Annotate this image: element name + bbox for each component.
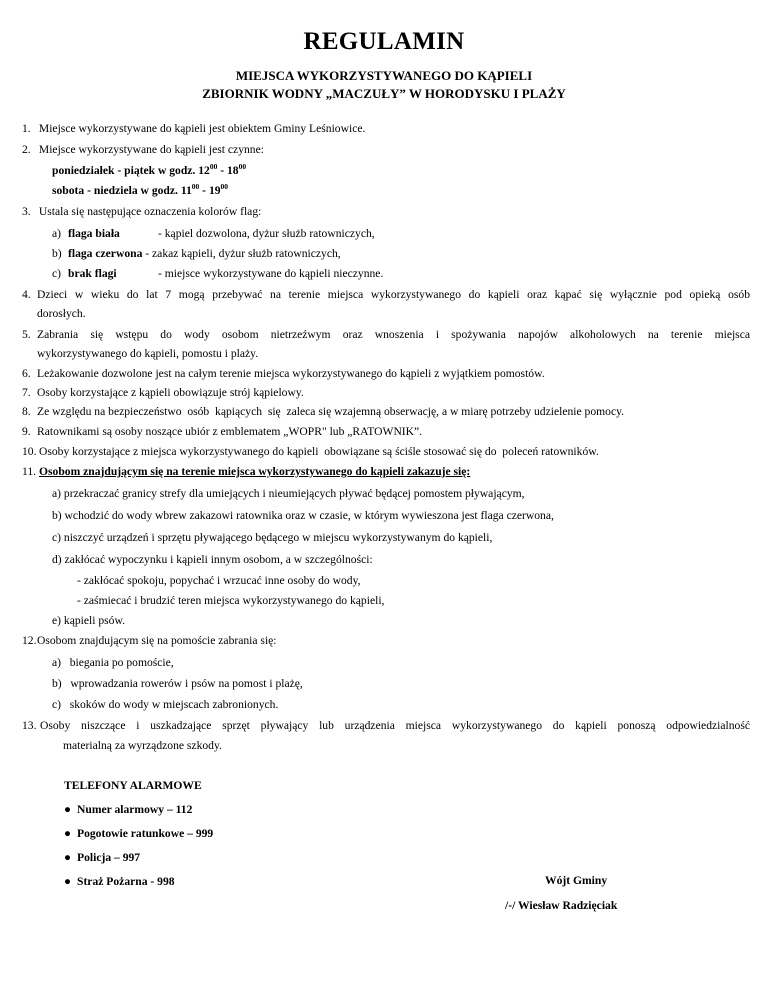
rule-text: Ustala się następujące oznaczenia kolorów flag: [38,205,262,218]
hours-sup: 00 [209,162,218,171]
rule-number: 9. [22,425,31,438]
flag-letter: b) [52,247,62,260]
rule-11-b: b) wchodzić do wody wbrew zakazowi ratownika oraz w czasie, w którym wywieszona jest flaga czerwona, [52,509,554,522]
flag-red-row [52,247,341,261]
rule-5-line-2: wykorzystywanego do kąpieli, pomostu i plaży. [37,347,259,360]
subtitle-line-2: ZBIORNIK WODNY „MACZUŁY” W HORODYSKU I PLAŻY [202,86,566,101]
rule-11-e: e) kąpieli psów. [52,614,125,627]
bullet-icon: ● [64,851,72,864]
flag-red-label: flaga czerwona [68,247,143,260]
signature-name: /-/ Wiesław Radzięciak [505,899,618,912]
flag-none-desc: - miejsce wykorzystywane do kąpieli nieczynne. [158,267,384,280]
hours-weekdays [52,164,246,178]
rule-11-d: d) zakłócać wypoczynku i kąpieli innym osobom, a w szczególności: [52,553,373,566]
rule-11 [22,465,470,479]
flag-none-row [52,267,383,281]
hours-weekdays-end: - 18 [217,164,239,177]
rule-text: Miejsce wykorzystywane do kąpieli jest obiektem Gminy Leśniowice. [38,122,366,135]
phone-item-text: Pogotowie ratunkowe – 999 [77,827,214,840]
phone-item-ambulance [64,827,213,841]
phone-item-fire [64,875,175,889]
document-title: REGULAMIN [303,28,465,55]
rule-1 [22,122,365,136]
rule-2 [22,143,264,157]
hours-sup: 00 [191,182,200,191]
flag-letter: c) [52,267,62,280]
phone-item-text: Straż Pożarna - 998 [77,875,175,888]
rule-5-line-1: Zabrania się wstępu do wody osobom nietrzeźwym oraz wnoszenia i spożywania napojów alkoholowych na terenie miejsca [37,328,750,341]
rule-4-number: 4. [22,288,31,301]
flag-white-label: flaga biała [68,227,120,240]
rule-number: 6. [22,367,31,380]
rule-4-line-2: dorosłych. [37,307,86,320]
rule-12-a: a) biegania po pomoście, [52,656,174,669]
rule-6 [22,367,545,381]
flag-white-row [52,227,375,241]
rule-text: Osoby korzystające z miejsca wykorzystywanego do kąpieli obowiązane są ściśle stosować się do poleceń ratowników. [39,445,599,458]
rule-3 [22,205,261,219]
rule-12-c: c) skoków do wody w miejscach zabronionych. [52,698,279,711]
rule-4-line-1: Dzieci w wieku do lat 7 mogą przebywać na terenie miejsca wykorzystywanego do kąpieli oraz kąpać się wyłącznie pod opieką osób [37,288,750,301]
flag-letter: a) [52,227,62,240]
phone-item-emergency [64,803,192,817]
rule-7 [22,386,304,400]
rule-10 [22,445,599,459]
phone-item-text: Policja – 997 [77,851,141,864]
hours-weekend [52,184,228,198]
rule-9 [22,425,422,439]
hours-sup: 00 [220,182,229,191]
flag-red-desc: - zakaz kąpieli, dyżur służb ratowniczych, [142,247,341,260]
rule-number: 11. [22,465,37,478]
bullet-icon: ● [64,875,72,888]
rule-number: 1. [22,122,31,135]
rule-text: Ze względu na bezpieczeństwo osób kąpiących się zaleca się wzajemną obserwację, a w miarę potrzeby udzielenie pomocy. [37,405,625,418]
hours-weekdays-text: poniedziałek - piątek w godz. 12 [52,164,210,177]
rule-11-c: c) niszczyć urządzeń i sprzętu pływającego będącego w miejscu wykorzystywanym do kąpieli, [52,531,493,544]
rule-11-d-2: - zaśmiecać i brudzić teren miejsca wykorzystywanego do kąpieli, [77,594,385,607]
phone-item-police [64,851,140,865]
rule-number: 3. [22,205,31,218]
subtitle-line-1: MIEJSCA WYKORZYSTYWANEGO DO KĄPIELI [235,68,533,83]
rule-13-line-2: materialną za wyrządzone szkody. [63,739,222,752]
rule-text: Ratownikami są osoby noszące ubiór z emblematem „WOPR" lub „RATOWNIK”. [37,425,423,438]
rule-13-number: 13. [22,719,37,732]
alarm-phones-heading: TELEFONY ALARMOWE [64,779,202,792]
bullet-icon: ● [64,803,72,816]
rule-number: 10. [22,445,37,458]
rule-number: 8. [22,405,31,418]
rule-5-number: 5. [22,328,31,341]
rule-11-a: a) przekraczać granicy strefy dla umiejących i nieumiejących pływać będącej pomostem pływającym, [52,487,525,500]
bullet-icon: ● [64,827,72,840]
phone-item-text: Numer alarmowy – 112 [77,803,193,816]
rule-text: Miejsce wykorzystywane do kąpieli jest czynne: [38,143,264,156]
rule-text: Osoby korzystające z kąpieli obowiązuje strój kąpielowy. [37,386,304,399]
rule-12-b: b) wprowadzania rowerów i psów na pomost i plażę, [52,677,303,690]
hours-weekend-end: - 19 [199,184,221,197]
signature-title: Wójt Gminy [545,874,608,887]
rule-number: 2. [22,143,31,156]
rule-11-d-1: - zakłócać spokoju, popychać i wrzucać inne osoby do wody, [77,574,361,587]
rule-number: 12. [22,634,37,647]
hours-sup: 00 [238,162,247,171]
rule-text: Leżakowanie dozwolone jest na całym terenie miejsca wykorzystywanego do kąpieli z wyjątkiem pomostów. [37,367,545,380]
rule-text: Osobom znajdującym się na pomoście zabrania się: [37,634,277,647]
flag-white-desc: - kąpiel dozwolona, dyżur służb ratowniczych, [158,227,375,240]
flag-none-label: brak flagi [68,267,117,280]
rule-8 [22,405,624,419]
rule-number: 7. [22,386,31,399]
rule-text: Osobom znajdującym się na terenie miejsca wykorzystywanego do kąpieli zakazuje się: [39,465,471,478]
hours-weekend-text: sobota - niedziela w godz. 11 [52,184,192,197]
rule-13-line-1: Osoby niszczące i uszkadzające sprzęt pływający lub urządzenia miejsca wykorzystywanego do kąpieli ponoszą odpowiedzialność [40,719,750,732]
rule-12 [22,634,277,648]
